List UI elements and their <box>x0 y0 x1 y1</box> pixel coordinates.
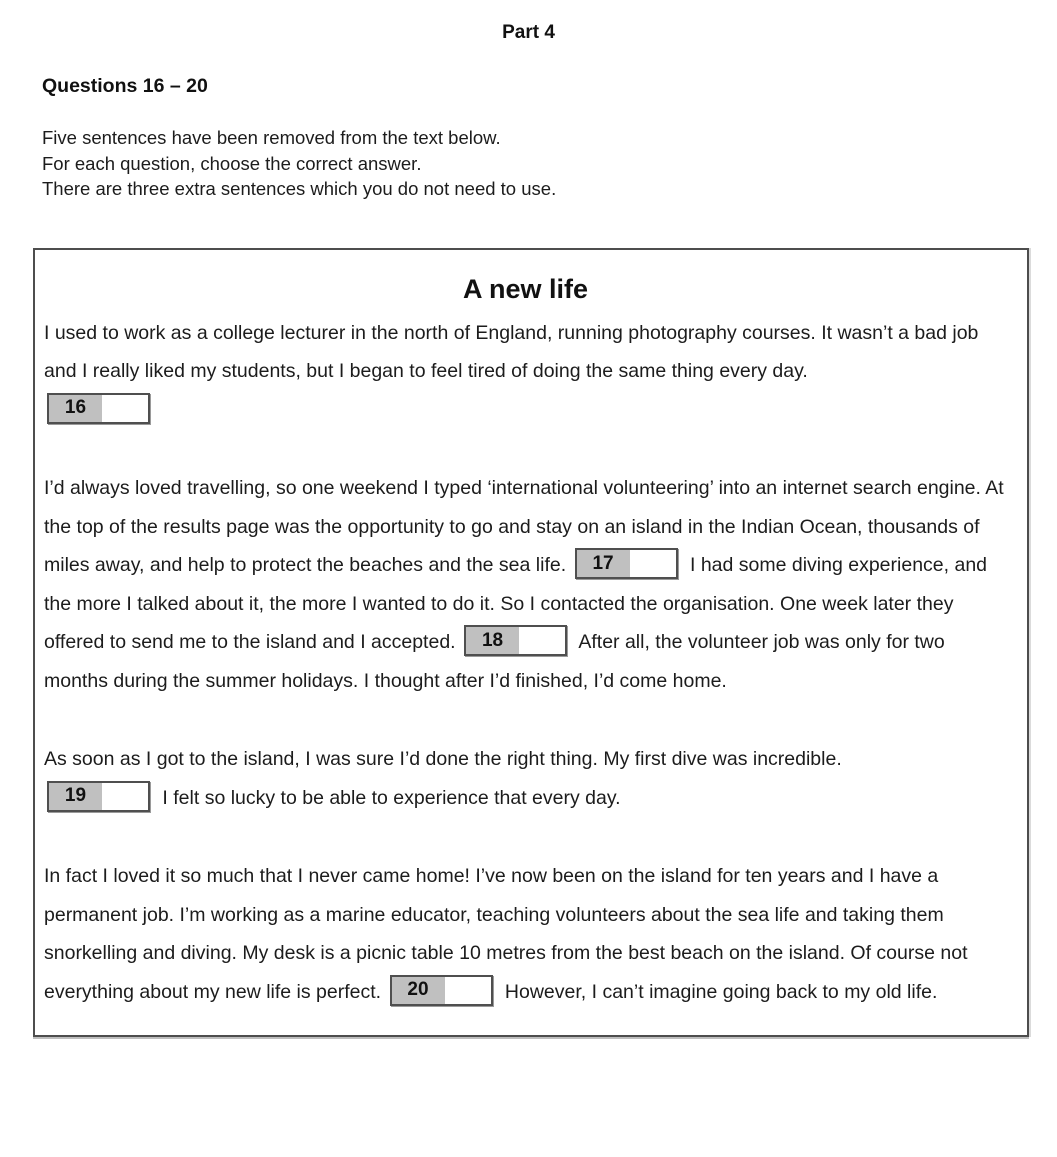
passage-text: I felt so lucky to be able to experience that every day. <box>162 786 621 809</box>
passage-text: I’d always loved travelling, so one weekend I typed ‘international volunteering’ into an internet search engine. At the top of the results page was the opportunity to go and stay on an island in the Indian Ocean, thousands of miles away, and help to protect the beaches and the sea life. <box>44 477 1004 576</box>
instruction-line-1: Five sentences have been removed from the text below. <box>42 127 501 148</box>
passage-paragraph-4 <box>44 857 1007 1011</box>
gap-number-label: 17 <box>577 550 630 577</box>
gap-answer-box[interactable] <box>519 627 565 654</box>
gap-number-label: 20 <box>392 977 445 1004</box>
passage-text: However, I can’t imagine going back to my old life. <box>504 980 938 1003</box>
gap-18[interactable] <box>464 625 567 656</box>
instruction-line-3: There are three extra sentences which you do not need to use. <box>42 178 557 199</box>
passage-paragraph-1 <box>44 314 1007 430</box>
gap-number-label: 19 <box>49 783 102 810</box>
passage-box <box>33 248 1029 1038</box>
gap-16[interactable] <box>47 393 150 424</box>
gap-number-label: 16 <box>49 395 102 422</box>
gap-20[interactable] <box>390 975 493 1006</box>
gap-answer-box[interactable] <box>102 395 148 422</box>
gap-19[interactable] <box>47 781 150 812</box>
gap-answer-box[interactable] <box>102 783 148 810</box>
gap-number-label: 18 <box>466 627 519 654</box>
instructions <box>42 125 1057 202</box>
gap-answer-box[interactable] <box>445 977 491 1004</box>
gap-17[interactable] <box>575 548 678 579</box>
passage-paragraph-3 <box>44 740 1007 817</box>
questions-heading: Questions 16 – 20 <box>42 75 208 97</box>
instruction-line-2: For each question, choose the correct answer. <box>42 152 422 174</box>
passage-text: As soon as I got to the island, I was sure I’d done the right thing. My first dive was incredible. <box>44 748 842 770</box>
passage-text: After all, the volunteer job was only for two months during the summer holidays. I thought after I’d finished, I’d come home. <box>44 631 945 692</box>
part-title: Part 4 <box>502 22 555 43</box>
passage-text: In fact I loved it so much that I never came home! I’ve now been on the island for ten years and I have a permanent job. I’m working as a marine educator, teaching volunteers about the sea life and taking them snorkelling and diving. My desk is a picnic table 10 metres from the best beach on the island. Of course not everything about my new life is perfect. <box>44 865 968 1003</box>
passage-title: A new life <box>462 273 589 304</box>
passage-paragraph-2 <box>44 469 1007 700</box>
passage-text: I used to work as a college lecturer in the north of England, running photography courses. It wasn’t a bad job and I really liked my students, but I began to feel tired of doing the same thing every day. <box>44 321 979 382</box>
passage-body <box>44 314 1007 1012</box>
gap-answer-box[interactable] <box>630 550 676 577</box>
passage-text: I had some diving experience, and the more I talked about it, the more I wanted to do it. So I contacted the organisation. One week later they offered to send me to the island and I accepted. <box>44 554 988 653</box>
